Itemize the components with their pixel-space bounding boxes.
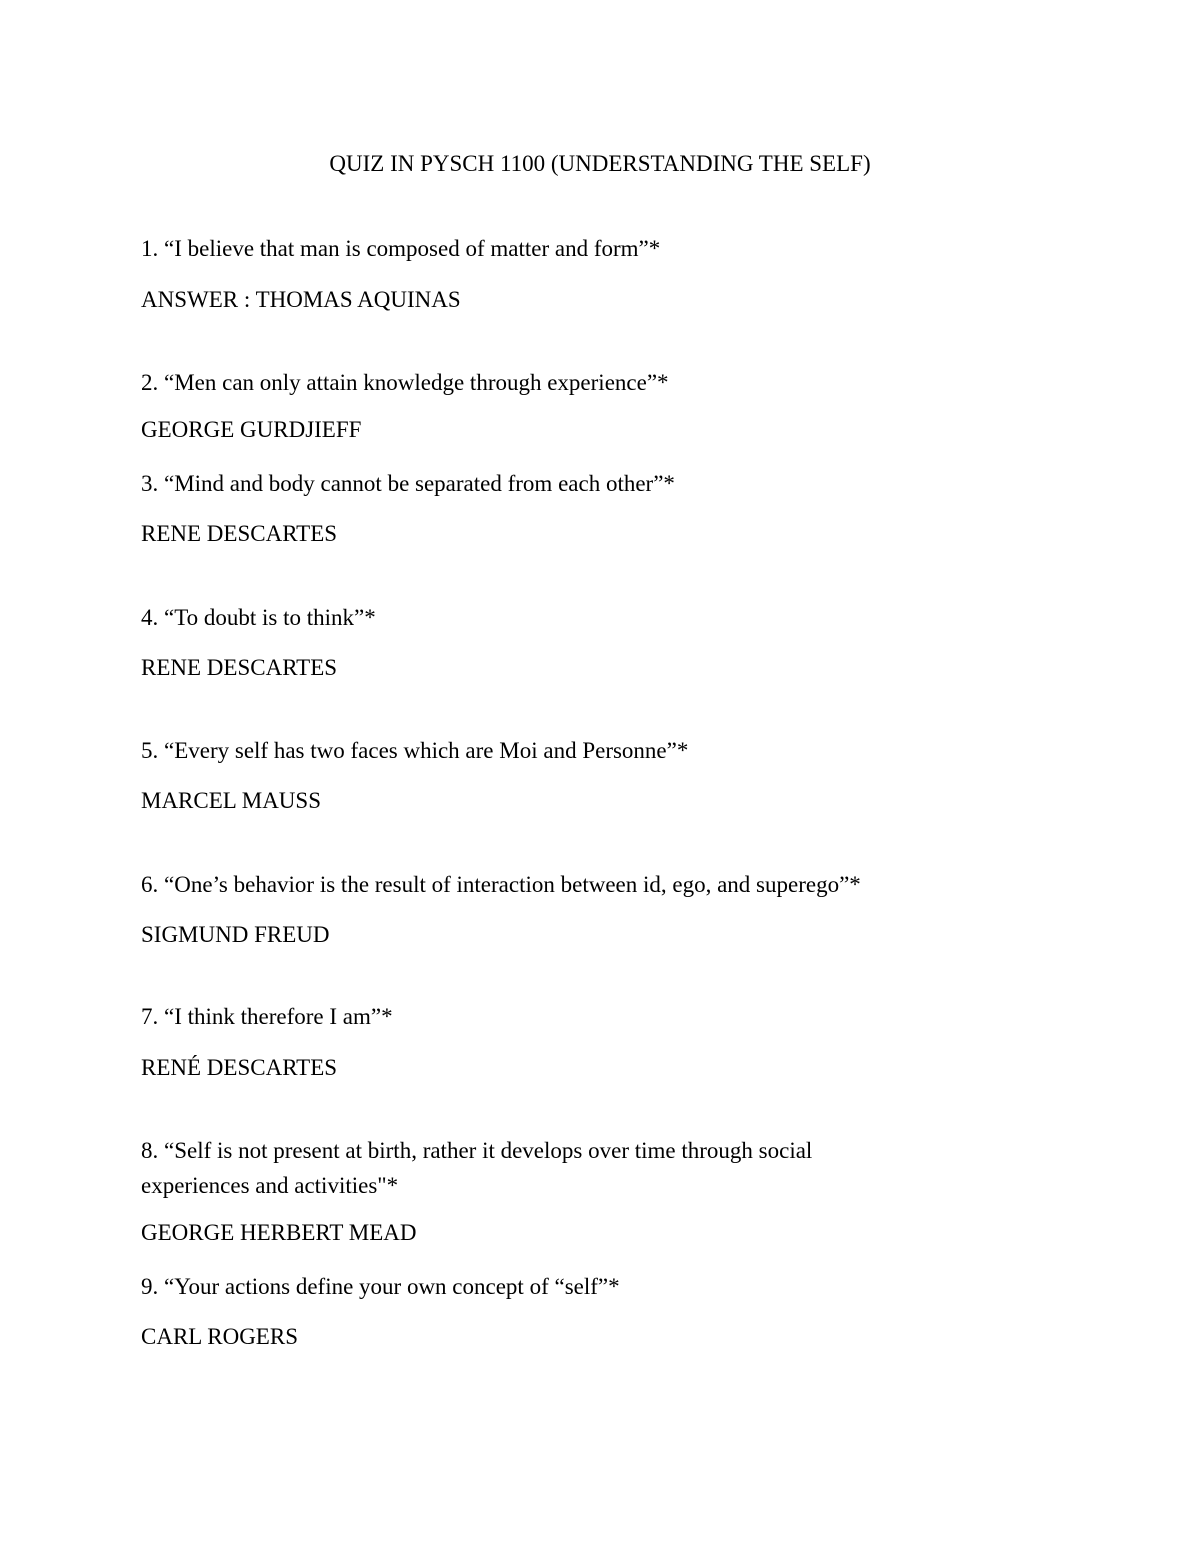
question-3: 3. “Mind and body cannot be separated from each other”*	[141, 471, 675, 496]
answer-2: GEORGE GURDJIEFF	[141, 417, 362, 442]
answer-9: CARL ROGERS	[141, 1324, 298, 1349]
question-1: 1. “I believe that man is composed of matter and form”*	[141, 236, 661, 261]
question-4: 4. “To doubt is to think”*	[141, 605, 376, 630]
question-8-line-2: experiences and activities"*	[141, 1173, 399, 1198]
answer-1: ANSWER : THOMAS AQUINAS	[141, 287, 461, 312]
answer-3: RENE DESCARTES	[141, 521, 338, 546]
answer-5: MARCEL MAUSS	[141, 788, 321, 813]
answer-4: RENE DESCARTES	[141, 655, 338, 680]
question-6: 6. “One’s behavior is the result of interaction between id, ego, and superego”*	[141, 872, 861, 897]
page-title: QUIZ IN PYSCH 1100 (UNDERSTANDING THE SELF)	[329, 151, 871, 176]
answer-7: RENÉ DESCARTES	[141, 1055, 338, 1080]
question-5: 5. “Every self has two faces which are Moi and Personne”*	[141, 738, 689, 763]
answer-8: GEORGE HERBERT MEAD	[141, 1220, 417, 1245]
question-9: 9. “Your actions define your own concept of “self”*	[141, 1274, 620, 1299]
question-8-line-1: 8. “Self is not present at birth, rather it develops over time through social	[141, 1138, 813, 1163]
answer-6: SIGMUND FREUD	[141, 922, 330, 947]
question-7: 7. “I think therefore I am”*	[141, 1004, 393, 1029]
question-2: 2. “Men can only attain knowledge through experience”*	[141, 370, 669, 395]
